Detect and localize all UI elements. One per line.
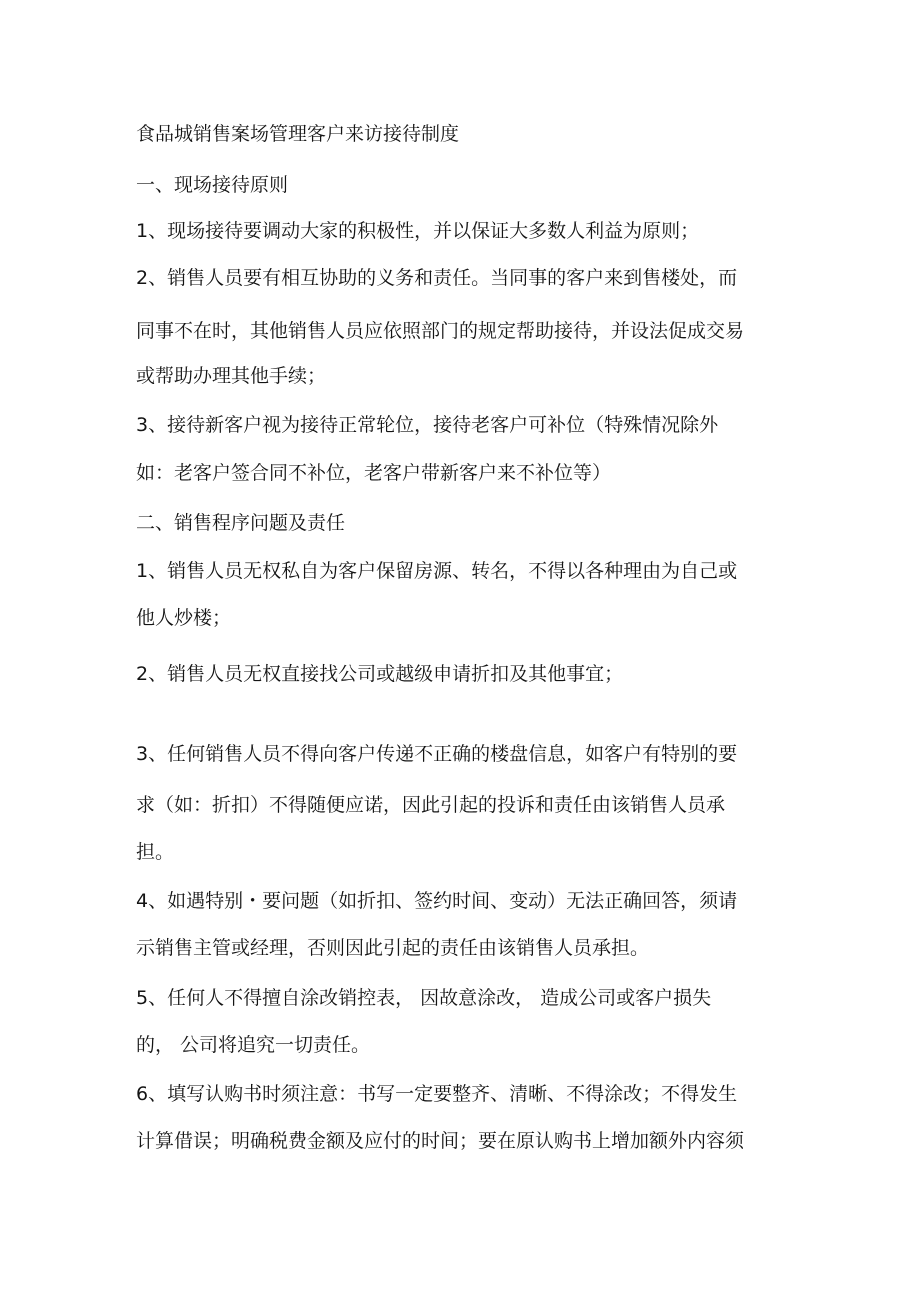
section2-item5-line1: 5、任何人不得擅自涂改销控表， 因故意涂改， 造成公司或客户损失 [136, 987, 712, 1009]
section1-heading: 一、现场接待原则 [136, 174, 289, 196]
section2-item4-line2: 示销售主管或经理，否则因此引起的责任由该销售人员承担。 [136, 937, 650, 959]
section1-item2-line2: 同事不在时，其他销售人员应依照部门的规定帮助接待，并设法促成交易 [136, 320, 745, 342]
section1-item2-line3: 或帮助办理其他手续； [136, 365, 327, 387]
section2-item1-line1: 1、销售人员无权私自为客户保留房源、转名，不得以各种理由为自己或 [136, 560, 738, 582]
section2-item3-line1: 3、任何销售人员不得向客户传递不正确的楼盘信息，如客户有特别的要 [136, 743, 738, 765]
section1-item1: 1、现场接待要调动大家的积极性，并以保证大多数人利益为原则； [136, 220, 700, 242]
section1-item3-line2: 如：老客户签合同不补位，老客户带新客户来不补位等） [136, 462, 612, 484]
document-title: 食品城销售案场管理客户来访接待制度 [136, 123, 460, 145]
section1-item2-line1: 2、销售人员要有相互协助的义务和责任。当同事的客户来到售楼处，而 [136, 267, 738, 289]
section2-item3-line3: 担。 [136, 841, 175, 863]
section2-item5-line2: 的， 公司将追究一切责任。 [136, 1034, 371, 1056]
section2-item2: 2、销售人员无权直接找公司或越级申请折扣及其他事宜； [136, 663, 624, 685]
section1-item3-line1: 3、接待新客户视为接待正常轮位，接待老客户可补位（特殊情况除外 [136, 414, 719, 436]
section2-item1-line2: 他人炒楼； [136, 607, 232, 629]
section2-heading: 二、销售程序问题及责任 [136, 512, 346, 534]
section2-item3-line2: 求（如：折扣）不得随便应诺，因此引起的投诉和责任由该销售人员承 [136, 794, 726, 816]
section2-item6-line1: 6、填写认购书时须注意：书写一定要整齐、清晰、不得涂改；不得发生 [136, 1083, 738, 1105]
section2-item6-line2: 计算借误；明确税费金额及应付的时间；要在原认购书上增加额外内容须 [136, 1130, 745, 1152]
section2-item4-line1: 4、如遇特别・要问题（如折扣、签约时间、变动）无法正确回答，须请 [136, 890, 738, 912]
